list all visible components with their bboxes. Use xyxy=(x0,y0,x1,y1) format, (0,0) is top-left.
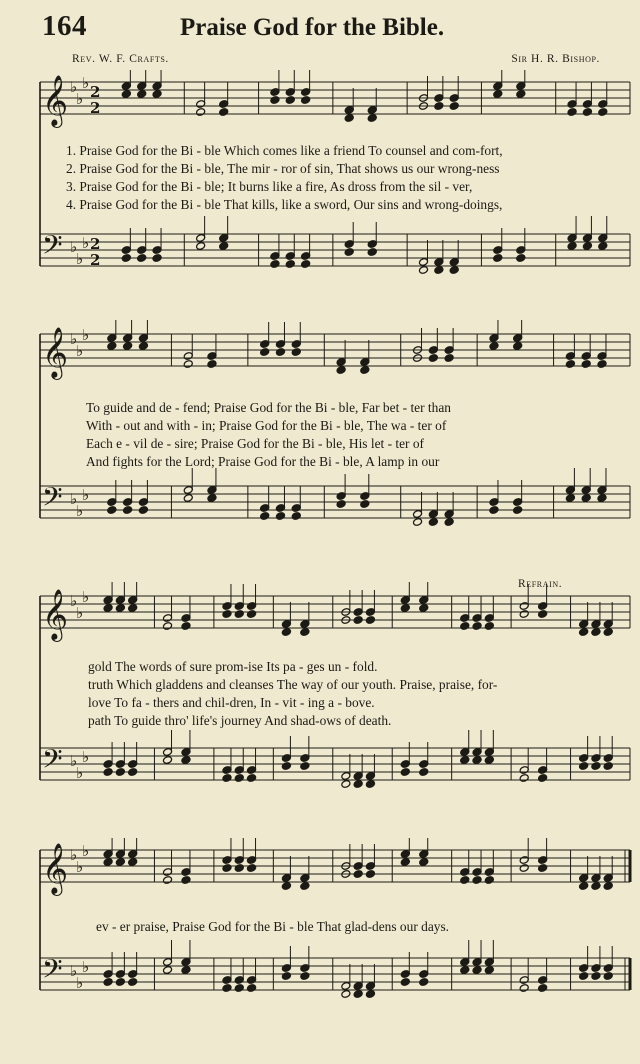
notehead xyxy=(123,342,133,351)
notehead xyxy=(128,768,138,777)
notehead xyxy=(291,512,301,521)
notehead xyxy=(163,756,173,765)
lyric-line: path To guide thro' life's journey And shad-ows of death. xyxy=(88,713,392,728)
flat-icon: ♭ xyxy=(70,752,78,770)
notehead xyxy=(400,768,410,777)
notehead xyxy=(181,622,191,631)
notehead xyxy=(121,90,131,99)
notehead xyxy=(460,966,470,975)
flat-icon: ♭ xyxy=(76,604,84,622)
flat-icon: ♭ xyxy=(70,592,78,610)
flat-icon: ♭ xyxy=(82,74,90,92)
notehead xyxy=(353,870,363,879)
notehead xyxy=(565,494,575,503)
flat-icon: ♭ xyxy=(82,958,90,976)
lyrics-block-4 xyxy=(96,918,449,936)
notehead xyxy=(489,506,499,515)
notehead xyxy=(181,756,191,765)
notehead xyxy=(493,254,503,263)
notehead xyxy=(300,882,310,891)
notehead xyxy=(400,604,410,613)
notehead xyxy=(301,260,311,269)
treble-clef-icon: 𝄞 xyxy=(42,75,69,126)
notehead xyxy=(219,242,229,251)
notehead xyxy=(582,108,592,117)
notehead xyxy=(413,518,423,527)
notehead xyxy=(484,622,494,631)
notehead xyxy=(281,628,291,637)
notehead xyxy=(365,780,375,789)
notehead xyxy=(484,876,494,885)
notehead xyxy=(603,628,613,637)
notehead xyxy=(567,108,577,117)
notehead xyxy=(538,864,548,873)
notehead xyxy=(449,266,459,275)
composer-credit: Sir H. R. Bishop. xyxy=(511,53,600,65)
lyric-line: 1. Praise God for the Bi - ble Which comes like a friend To counsel and com-fort, xyxy=(66,143,503,158)
notehead xyxy=(472,622,482,631)
notehead xyxy=(493,90,503,99)
notehead xyxy=(275,512,285,521)
notehead xyxy=(418,266,428,275)
notehead xyxy=(460,622,470,631)
notehead xyxy=(115,768,125,777)
notehead xyxy=(301,96,311,105)
notehead xyxy=(344,114,354,123)
notehead xyxy=(115,858,125,867)
notehead xyxy=(103,978,113,987)
notehead xyxy=(419,858,429,867)
notehead xyxy=(234,864,244,873)
lyricist-credit: Rev. W. F. Crafts. xyxy=(72,53,169,65)
notehead xyxy=(472,756,482,765)
lyric-line: With - out and with - in; Praise God for the Bi - ble, The wa - ter of xyxy=(86,418,447,433)
notehead xyxy=(260,348,270,357)
notehead xyxy=(281,762,291,771)
refrain-label: Refrain. xyxy=(518,578,563,590)
treble-clef-icon: 𝄞 xyxy=(42,843,69,894)
flat-icon: ♭ xyxy=(82,748,90,766)
notehead xyxy=(419,604,429,613)
notehead xyxy=(222,610,232,619)
notehead xyxy=(519,864,529,873)
notehead xyxy=(103,858,113,867)
notehead xyxy=(449,102,459,111)
notehead xyxy=(181,966,191,975)
lyric-line: gold The words of sure prom-ise Its pa - ges un - fold. xyxy=(88,659,378,674)
music-system-4 xyxy=(0,838,640,1038)
notehead xyxy=(128,978,138,987)
notehead xyxy=(460,876,470,885)
time-signature: 2 xyxy=(90,83,101,101)
notehead xyxy=(285,260,295,269)
lyric-line: Each e - vil de - sire; Praise God for the Bi - ble, His let - ter of xyxy=(86,436,425,451)
notehead xyxy=(353,990,363,999)
notehead xyxy=(183,360,193,369)
notehead xyxy=(107,342,117,351)
notehead xyxy=(419,768,429,777)
notehead xyxy=(300,972,310,981)
notehead xyxy=(428,518,438,527)
flat-icon: ♭ xyxy=(70,330,78,348)
notehead xyxy=(138,342,148,351)
notehead xyxy=(183,494,193,503)
notehead xyxy=(207,360,217,369)
notehead xyxy=(137,254,147,263)
notehead xyxy=(353,616,363,625)
lyric-line: 2. Praise God for the Bi - ble, The mir - ror of sin, That shows us our wrong-ness xyxy=(66,161,500,176)
notehead xyxy=(367,248,377,257)
notehead xyxy=(472,966,482,975)
bass-clef-icon: 𝄢 xyxy=(42,743,63,781)
notehead xyxy=(597,494,607,503)
lyric-line: 4. Praise God for the Bi - ble That kills, like a sword, Our sins and wrong-doings, xyxy=(66,197,503,212)
notehead xyxy=(344,248,354,257)
notehead xyxy=(579,762,589,771)
lyric-line: love To fa - thers and chil-dren, In - vit - ing a - bove. xyxy=(88,695,375,710)
notehead xyxy=(581,360,591,369)
bass-clef-icon: 𝄢 xyxy=(42,481,63,519)
notehead xyxy=(281,972,291,981)
notehead xyxy=(247,984,257,993)
notehead xyxy=(513,342,523,351)
flat-icon: ♭ xyxy=(82,588,90,606)
time-signature: 2 xyxy=(90,99,101,117)
notehead xyxy=(270,260,280,269)
notehead xyxy=(567,242,577,251)
notehead xyxy=(591,972,601,981)
lyric-line: ev - er praise, Praise God for the Bi - ble That glad-dens our days. xyxy=(96,919,450,934)
notehead xyxy=(428,354,438,363)
notehead xyxy=(137,90,147,99)
notehead xyxy=(115,978,125,987)
notehead xyxy=(121,254,131,263)
notehead xyxy=(336,500,346,509)
notehead xyxy=(582,242,592,251)
notehead xyxy=(152,90,162,99)
notehead xyxy=(365,616,375,625)
notehead xyxy=(484,756,494,765)
notehead xyxy=(603,882,613,891)
notehead xyxy=(222,984,232,993)
notehead xyxy=(260,512,270,521)
notehead xyxy=(103,604,113,613)
notehead xyxy=(444,518,454,527)
notehead xyxy=(434,102,444,111)
lyric-line: And fights for the Lord; Praise God for the Bi - ble, A lamp in our xyxy=(86,454,440,469)
notehead xyxy=(579,628,589,637)
notehead xyxy=(281,882,291,891)
notehead xyxy=(291,348,301,357)
notehead xyxy=(516,254,526,263)
notehead xyxy=(538,774,548,783)
notehead xyxy=(513,506,523,515)
notehead xyxy=(365,870,375,879)
notehead xyxy=(353,780,363,789)
notehead xyxy=(341,780,351,789)
flat-icon: ♭ xyxy=(82,234,90,252)
notehead xyxy=(128,604,138,613)
notehead xyxy=(247,610,257,619)
flat-icon: ♭ xyxy=(76,250,84,268)
notehead xyxy=(472,876,482,885)
notehead xyxy=(581,494,591,503)
hymn-title: Praise God for the Bible. xyxy=(180,14,445,41)
notehead xyxy=(285,96,295,105)
notehead xyxy=(152,254,162,263)
flat-icon: ♭ xyxy=(82,326,90,344)
notehead xyxy=(400,858,410,867)
flat-icon: ♭ xyxy=(82,486,90,504)
hymn-number: 164 xyxy=(42,10,87,42)
notehead xyxy=(181,876,191,885)
notehead xyxy=(489,342,499,351)
flat-icon: ♭ xyxy=(70,238,78,256)
notehead xyxy=(128,858,138,867)
notehead xyxy=(365,990,375,999)
notehead xyxy=(341,990,351,999)
notehead xyxy=(247,774,257,783)
notehead xyxy=(219,108,229,117)
notehead xyxy=(460,756,470,765)
notehead xyxy=(538,610,548,619)
notehead xyxy=(579,972,589,981)
lyric-line: 3. Praise God for the Bi - ble; It burns like a fire, As dross from the sil - ver, xyxy=(66,179,473,194)
notehead xyxy=(300,762,310,771)
bass-clef-icon: 𝄢 xyxy=(42,229,63,267)
time-signature: 2 xyxy=(90,251,101,269)
notehead xyxy=(222,774,232,783)
notehead xyxy=(107,506,117,515)
notehead xyxy=(603,972,613,981)
notehead xyxy=(519,984,529,993)
flat-icon: ♭ xyxy=(76,90,84,108)
lyrics-block-3 xyxy=(88,658,497,730)
notehead xyxy=(138,506,148,515)
lyric-line: truth Which gladdens and cleanses The way of our youth. Praise, praise, for- xyxy=(88,677,498,692)
time-signature: 2 xyxy=(90,235,101,253)
notehead xyxy=(222,864,232,873)
flat-icon: ♭ xyxy=(76,502,84,520)
notehead xyxy=(336,366,346,375)
notehead xyxy=(591,762,601,771)
notehead xyxy=(275,348,285,357)
notehead xyxy=(300,628,310,637)
notehead xyxy=(591,882,601,891)
lyric-line: To guide and de - fend; Praise God for the Bi - ble, Far bet - ter than xyxy=(86,400,451,415)
flat-icon: ♭ xyxy=(76,858,84,876)
notehead xyxy=(444,354,454,363)
notehead xyxy=(419,978,429,987)
notehead xyxy=(603,762,613,771)
notehead xyxy=(597,360,607,369)
notehead xyxy=(103,768,113,777)
treble-clef-icon: 𝄞 xyxy=(42,327,69,378)
lyrics-block-1 xyxy=(66,142,503,214)
notehead xyxy=(247,864,257,873)
notehead xyxy=(519,610,529,619)
flat-icon: ♭ xyxy=(70,490,78,508)
bass-clef-icon: 𝄢 xyxy=(42,953,63,991)
notehead xyxy=(163,622,173,631)
flat-icon: ♭ xyxy=(76,764,84,782)
notehead xyxy=(196,108,206,117)
notehead xyxy=(163,876,173,885)
notehead xyxy=(360,366,370,375)
notehead xyxy=(196,242,206,251)
notehead xyxy=(519,774,529,783)
notehead xyxy=(360,500,370,509)
notehead xyxy=(598,242,608,251)
notehead xyxy=(234,984,244,993)
notehead xyxy=(115,604,125,613)
notehead xyxy=(484,966,494,975)
flat-icon: ♭ xyxy=(82,842,90,860)
flat-icon: ♭ xyxy=(76,974,84,992)
notehead xyxy=(565,360,575,369)
notehead xyxy=(367,114,377,123)
flat-icon: ♭ xyxy=(76,342,84,360)
flat-icon: ♭ xyxy=(70,846,78,864)
notehead xyxy=(591,628,601,637)
notehead xyxy=(579,882,589,891)
notehead xyxy=(538,984,548,993)
notehead xyxy=(163,966,173,975)
notehead xyxy=(598,108,608,117)
notehead xyxy=(207,494,217,503)
flat-icon: ♭ xyxy=(70,78,78,96)
notehead xyxy=(434,266,444,275)
notehead xyxy=(234,774,244,783)
flat-icon: ♭ xyxy=(70,962,78,980)
notehead xyxy=(234,610,244,619)
treble-clef-icon: 𝄞 xyxy=(42,589,69,640)
notehead xyxy=(123,506,133,515)
notehead xyxy=(270,96,280,105)
notehead xyxy=(400,978,410,987)
lyrics-block-2 xyxy=(86,399,451,471)
notehead xyxy=(516,90,526,99)
